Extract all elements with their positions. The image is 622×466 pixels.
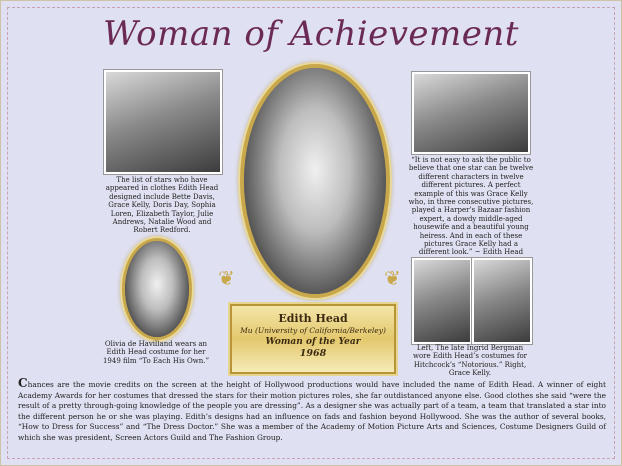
award-title: Woman of the Year	[265, 337, 361, 347]
honoree-school: Mu (University of California/Berkeley)	[240, 326, 386, 335]
photo-top-right	[412, 72, 530, 154]
photo-top-left	[104, 70, 222, 174]
caption-bottom-right: Left, The late Ingrid Bergman wore Edith Head’s costumes for Hitchcock’s “Notorious.” Right, Grace Kelly.	[412, 344, 528, 378]
caption-bottom-left: Olivia de Havilland wears an Edith Head costume for her 1949 film “To Each His Own.”	[102, 340, 210, 365]
biography-text	[18, 378, 606, 444]
drop-cap: C	[18, 376, 28, 390]
award-plaque	[230, 304, 396, 374]
honoree-name: Edith Head	[278, 312, 348, 325]
page-title: Woman of Achievement	[103, 14, 519, 54]
portrait-oval	[240, 64, 390, 298]
caption-top-left: The list of stars who have appeared in clothes Edith Head designed include Bette Davis, Grace Kelly, Doris Day, Sophia Loren, Elizabeth Taylor, Julie Andrews, Natalie Wood and Robert Redford.	[105, 176, 219, 235]
photo-olivia-oval	[122, 238, 192, 340]
caption-top-right: “It is not easy to ask the public to believe that one star can be twelve different characters in twelve different pictures. A perfect example of this was Grace Kelly who, in three consecutive pictures, played a Harper’s Bazaar fashion expert, a dowdy middle-aged housewife and a beautiful young heiress. And in each of these pictures Grace Kelly had a different look.” ~ Edith Head	[408, 156, 534, 257]
ornament-left: ❦	[218, 266, 235, 290]
ornament-right: ❦	[384, 266, 401, 290]
award-year: 1968	[299, 348, 327, 359]
biography-body: hances are the movie credits on the screen at the height of Hollywood productions would have included the name of Edith Head. A winner of eight Academy Awards for her costumes that dressed the stars for their motion pictures roles, she far outdistanced anyone else. Good clothes she said “were the result of a pretty through-going knowledge of the people you are dressing”. As a designer she was actually part of a team, a team that translated a star into the different person he or she was playing. Edith’s designs had an influence on fads and fashion beyond Hollywood. She was the author of several books, “How to Dress for Success” and “The Dress Doctor.” She was a member of the Academy of Motion Picture Arts and Sciences, Costume Designers Guild of which she was president, Screen Actors Guild and The Fashion Group.	[18, 380, 606, 442]
photo-bergman	[412, 258, 472, 344]
photo-grace-kelly	[472, 258, 532, 344]
